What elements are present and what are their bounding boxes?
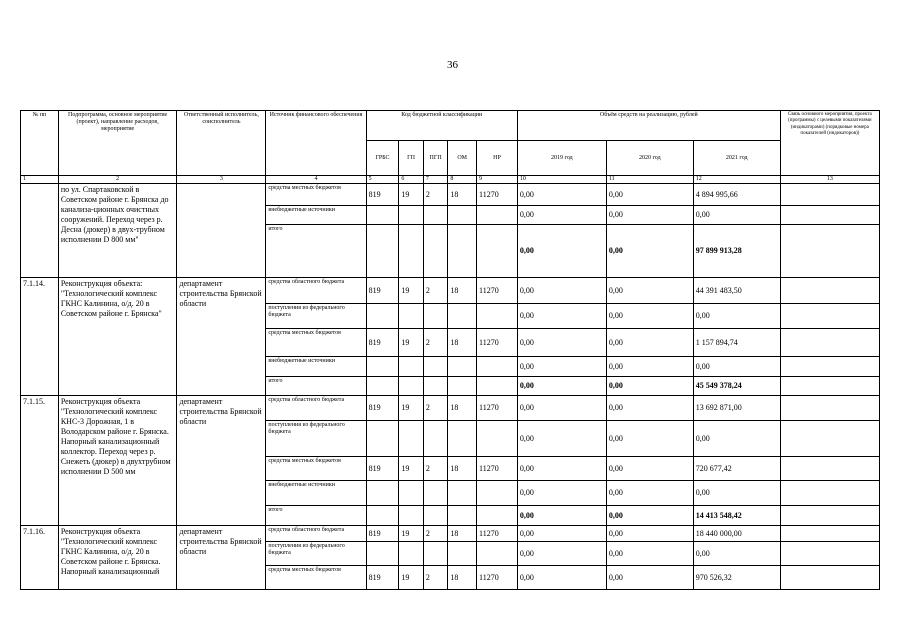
table-row bbox=[21, 396, 880, 421]
value-2021: 0,00 bbox=[693, 542, 780, 566]
code-gp: 19 bbox=[399, 396, 424, 421]
value-2020: 0,00 bbox=[606, 396, 693, 421]
source-cell: поступления из федерального бюджета bbox=[266, 421, 366, 457]
header-pgp: ПГП bbox=[423, 141, 448, 176]
row-number: 7.1.16. bbox=[21, 526, 59, 590]
value-2021: 18 440 000,00 bbox=[693, 526, 780, 542]
colnum: 10 bbox=[517, 176, 606, 184]
value-2020: 0,00 bbox=[606, 566, 693, 590]
code-nr: 11270 bbox=[477, 329, 518, 357]
code-om: 18 bbox=[448, 566, 477, 590]
header-om: ОМ bbox=[448, 141, 477, 176]
code-om: 18 bbox=[448, 457, 477, 481]
source-cell: средства областного бюджета bbox=[266, 526, 366, 542]
value-2021: 0,00 bbox=[693, 206, 780, 225]
code-pgp: 2 bbox=[423, 457, 448, 481]
code-om: 18 bbox=[448, 184, 477, 206]
code-grbs: 819 bbox=[366, 184, 399, 206]
value-2019: 0,00 bbox=[517, 206, 606, 225]
value-2019: 0,00 bbox=[517, 526, 606, 542]
source-cell: внебюджетные источники bbox=[266, 481, 366, 506]
code-pgp: 2 bbox=[423, 184, 448, 206]
value-2021: 1 157 894,74 bbox=[693, 329, 780, 357]
value-2020: 0,00 bbox=[606, 278, 693, 304]
code-gp: 19 bbox=[399, 329, 424, 357]
code-nr: 11270 bbox=[477, 184, 518, 206]
value-2021: 0,00 bbox=[693, 481, 780, 506]
table-row bbox=[21, 278, 880, 304]
executor: департамент строительства Брянской области bbox=[177, 396, 266, 526]
value-2019: 0,00 bbox=[517, 481, 606, 506]
total-2019: 0,00 bbox=[517, 506, 606, 526]
header-num: № пп bbox=[21, 111, 59, 176]
source-cell: итого bbox=[266, 225, 366, 278]
colnum: 12 bbox=[693, 176, 780, 184]
total-2019: 0,00 bbox=[517, 377, 606, 396]
value-2019: 0,00 bbox=[517, 304, 606, 329]
total-2020: 0,00 bbox=[606, 506, 693, 526]
source-cell: средства местных бюджетов bbox=[266, 329, 366, 357]
code-gp: 19 bbox=[399, 184, 424, 206]
header-2020: 2020 год bbox=[606, 141, 693, 176]
code-pgp: 2 bbox=[423, 396, 448, 421]
value-2020: 0,00 bbox=[606, 542, 693, 566]
total-2020: 0,00 bbox=[606, 377, 693, 396]
value-2021: 720 677,42 bbox=[693, 457, 780, 481]
code-nr: 11270 bbox=[477, 278, 518, 304]
header-2019: 2019 год bbox=[517, 141, 606, 176]
header-executor: Ответственный исполнитель, соисполнитель bbox=[177, 111, 266, 176]
code-nr: 11270 bbox=[477, 396, 518, 421]
colnum: 11 bbox=[606, 176, 693, 184]
value-2019: 0,00 bbox=[517, 396, 606, 421]
source-cell: средства областного бюджета bbox=[266, 278, 366, 304]
source-cell: итого bbox=[266, 377, 366, 396]
measure-name: по ул. Спартаковской в Советском районе г. Брянска до канализа-ционных очистных сооружений. Переход через р. Десна (дюкер) в двух-трубном исполнении D 800 мм" bbox=[58, 184, 177, 278]
code-pgp: 2 bbox=[423, 566, 448, 590]
table-row bbox=[21, 184, 880, 206]
measure-name: Реконструкция объекта: "Технологический комплекс ГКНС Калинина, о/д. 20 в Советском районе г. Брянска" bbox=[58, 278, 177, 396]
code-gp: 19 bbox=[399, 566, 424, 590]
code-grbs: 819 bbox=[366, 526, 399, 542]
code-grbs: 819 bbox=[366, 329, 399, 357]
value-2020: 0,00 bbox=[606, 357, 693, 377]
source-cell: поступления из федерального бюджета bbox=[266, 304, 366, 329]
header-link: Связь основного мероприятия, проекта (программы) с целевыми показателями (индикаторами) (порядковые номера показателей (индикаторов)) bbox=[780, 111, 879, 176]
colnum: 8 bbox=[448, 176, 477, 184]
colnum: 9 bbox=[477, 176, 518, 184]
value-2019: 0,00 bbox=[517, 278, 606, 304]
code-nr: 11270 bbox=[477, 526, 518, 542]
code-nr: 11270 bbox=[477, 457, 518, 481]
code-grbs: 819 bbox=[366, 278, 399, 304]
header-row-1 bbox=[21, 111, 880, 141]
code-pgp: 2 bbox=[423, 278, 448, 304]
header-grbs: ГРБС bbox=[366, 141, 399, 176]
value-2019: 0,00 bbox=[517, 184, 606, 206]
header-nr: НР bbox=[477, 141, 518, 176]
row-number: 7.1.14. bbox=[21, 278, 59, 396]
value-2020: 0,00 bbox=[606, 329, 693, 357]
code-om: 18 bbox=[448, 396, 477, 421]
code-grbs: 819 bbox=[366, 457, 399, 481]
total-2019: 0,00 bbox=[517, 225, 606, 278]
value-2019: 0,00 bbox=[517, 566, 606, 590]
colnum: 2 bbox=[58, 176, 177, 184]
total-2021: 45 549 378,24 bbox=[693, 377, 780, 396]
source-cell: средства местных бюджетов bbox=[266, 566, 366, 590]
value-2021: 970 526,32 bbox=[693, 566, 780, 590]
code-gp: 19 bbox=[399, 457, 424, 481]
code-om: 18 bbox=[448, 278, 477, 304]
value-2020: 0,00 bbox=[606, 206, 693, 225]
executor: департамент строительства Брянской области bbox=[177, 278, 266, 396]
header-budget-code: Код бюджетной классификации bbox=[366, 111, 517, 141]
value-2021: 0,00 bbox=[693, 421, 780, 457]
total-2021: 14 413 548,42 bbox=[693, 506, 780, 526]
value-2021: 0,00 bbox=[693, 357, 780, 377]
measure-name: Реконструкция объекта "Технологический комплекс ГКНС Калинина, о/д. 20 в Советском районе г. Брянска. Напорный канализационный bbox=[58, 526, 177, 590]
colnum: 5 bbox=[366, 176, 399, 184]
value-2020: 0,00 bbox=[606, 421, 693, 457]
budget-table bbox=[20, 110, 880, 590]
header-gp: ГП bbox=[399, 141, 424, 176]
value-2019: 0,00 bbox=[517, 357, 606, 377]
header-name: Подпрограмма, основное мероприятие (проект), направление расходов, мероприятие bbox=[58, 111, 177, 176]
source-cell: итого bbox=[266, 506, 366, 526]
code-pgp: 2 bbox=[423, 526, 448, 542]
code-nr: 11270 bbox=[477, 566, 518, 590]
colnum: 6 bbox=[399, 176, 424, 184]
code-gp: 19 bbox=[399, 526, 424, 542]
value-2020: 0,00 bbox=[606, 526, 693, 542]
source-cell: средства местных бюджетов bbox=[266, 457, 366, 481]
executor: департамент строительства Брянской области bbox=[177, 526, 266, 590]
source-cell: внебюджетные источники bbox=[266, 206, 366, 225]
code-om: 18 bbox=[448, 329, 477, 357]
header-volume: Объём средств на реализацию, рублей bbox=[517, 111, 780, 141]
value-2019: 0,00 bbox=[517, 457, 606, 481]
source-cell: внебюджетные источники bbox=[266, 357, 366, 377]
code-grbs: 819 bbox=[366, 396, 399, 421]
value-2021: 0,00 bbox=[693, 304, 780, 329]
value-2020: 0,00 bbox=[606, 184, 693, 206]
colnum: 7 bbox=[423, 176, 448, 184]
source-cell: средства областного бюджета bbox=[266, 396, 366, 421]
value-2021: 13 692 871,00 bbox=[693, 396, 780, 421]
code-om: 18 bbox=[448, 526, 477, 542]
header-2021: 2021 год bbox=[693, 141, 780, 176]
colnum: 1 bbox=[21, 176, 59, 184]
code-pgp: 2 bbox=[423, 329, 448, 357]
total-2021: 97 899 913,28 bbox=[693, 225, 780, 278]
value-2019: 0,00 bbox=[517, 421, 606, 457]
value-2020: 0,00 bbox=[606, 457, 693, 481]
colnum: 4 bbox=[266, 176, 366, 184]
table-row bbox=[21, 526, 880, 542]
code-grbs: 819 bbox=[366, 566, 399, 590]
total-2020: 0,00 bbox=[606, 225, 693, 278]
value-2021: 4 894 995,66 bbox=[693, 184, 780, 206]
measure-name: Реконструкция объекта "Технологический комплекс КНС-3 Дорожная, 1 в Володарском районе г. Брянска. Напорный канализационный коллектор. Переход через р. Снежеть (дюкер) в двухтрубном исполнении D 500 мм bbox=[58, 396, 177, 526]
row-number: 7.1.15. bbox=[21, 396, 59, 526]
colnum: 13 bbox=[780, 176, 879, 184]
code-gp: 19 bbox=[399, 278, 424, 304]
column-number-row bbox=[21, 176, 880, 184]
header-source: Источник финансового обеспечения bbox=[266, 111, 366, 176]
value-2021: 44 391 483,50 bbox=[693, 278, 780, 304]
value-2020: 0,00 bbox=[606, 304, 693, 329]
source-cell: средства местных бюджетов bbox=[266, 184, 366, 206]
value-2019: 0,00 bbox=[517, 542, 606, 566]
page-number: 36 bbox=[447, 59, 458, 71]
value-2020: 0,00 bbox=[606, 481, 693, 506]
source-cell: поступления из федерального бюджета bbox=[266, 542, 366, 566]
colnum: 3 bbox=[177, 176, 266, 184]
value-2019: 0,00 bbox=[517, 329, 606, 357]
